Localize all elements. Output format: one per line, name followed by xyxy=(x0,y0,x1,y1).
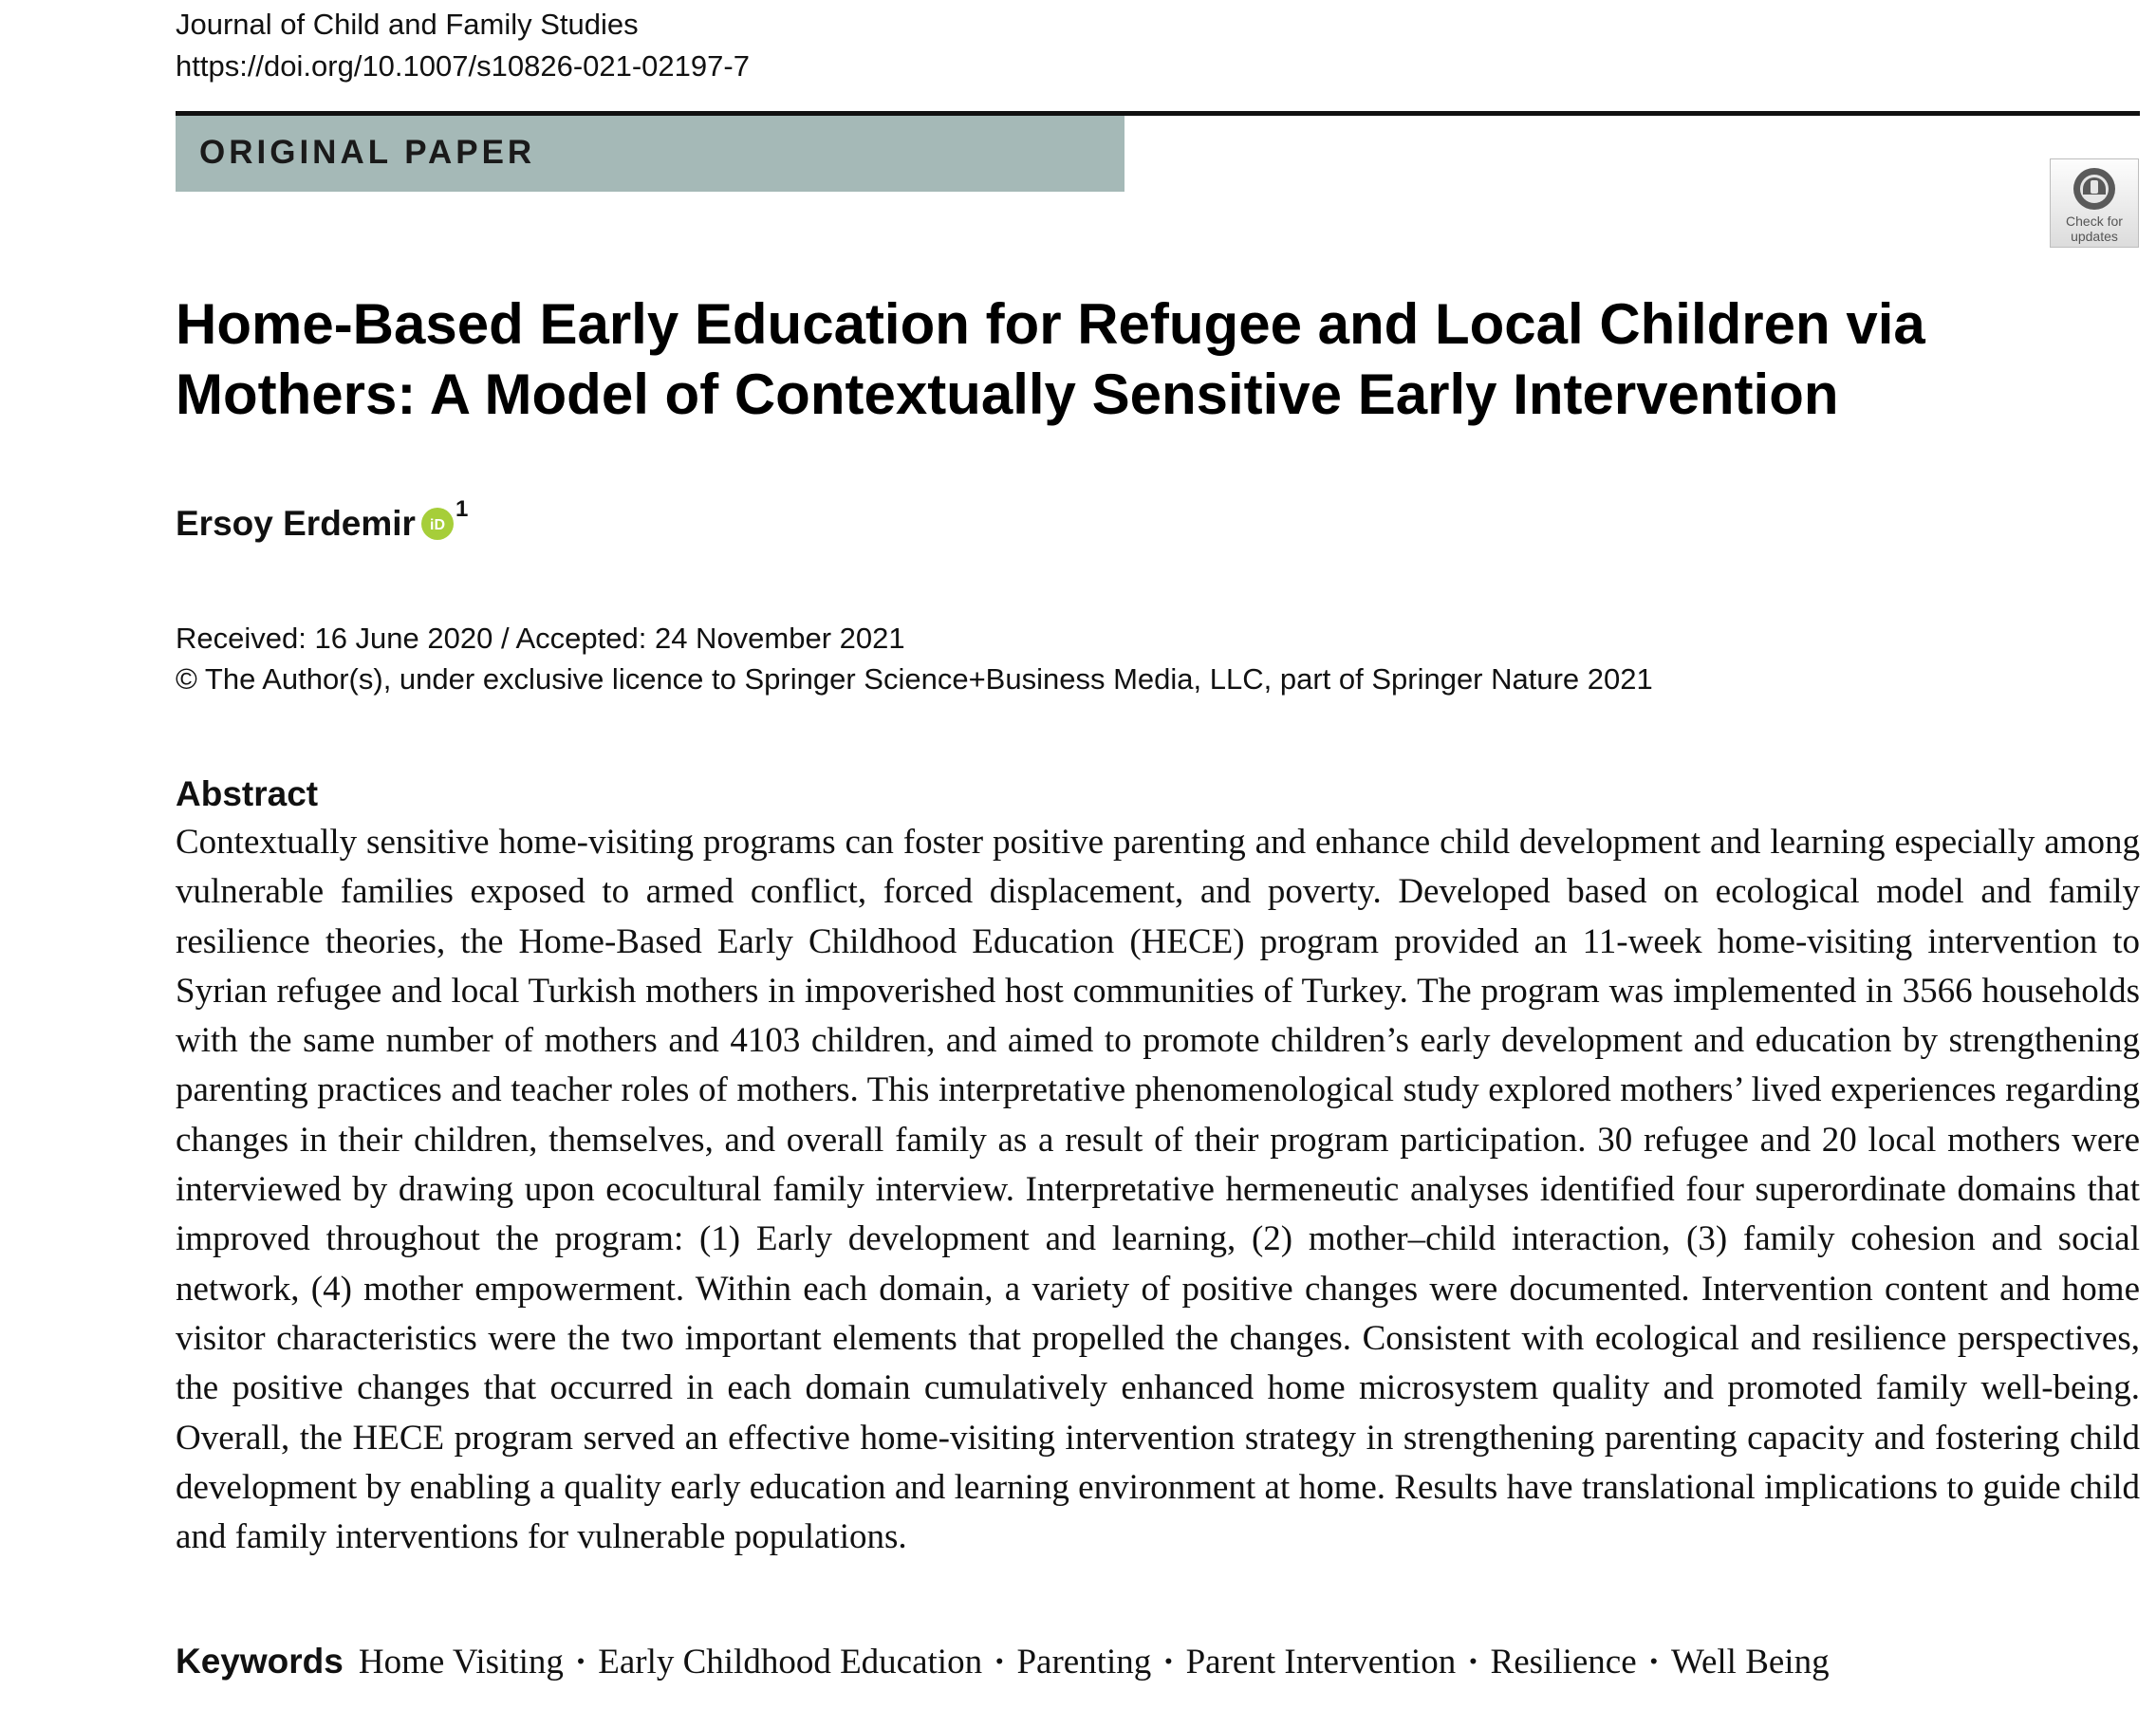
keyword-separator: · xyxy=(574,1643,587,1682)
orcid-icon[interactable] xyxy=(421,508,454,540)
paper-title: Home-Based Early Education for Refugee and Local Children via Mothers: A Model of Contextually Sensitive Early Intervention xyxy=(176,292,1925,426)
check-for-updates-badge[interactable] xyxy=(2050,158,2139,248)
keyword-separator: · xyxy=(994,1643,1006,1682)
paper-type-banner xyxy=(176,116,1124,192)
paper-type-label: ORIGINAL PAPER xyxy=(199,134,536,171)
author-line xyxy=(176,496,469,548)
check-for-updates-line1: Check for xyxy=(2066,214,2123,229)
keywords-line xyxy=(176,1637,1830,1687)
affiliation-mark[interactable]: 1 xyxy=(455,496,469,522)
journal-name: Journal of Child and Family Studies xyxy=(176,8,639,41)
keyword: Early Childhood Education xyxy=(598,1643,983,1682)
keyword: Resilience xyxy=(1490,1643,1637,1682)
keyword: Parenting xyxy=(1016,1643,1152,1682)
keyword: Parent Intervention xyxy=(1185,1643,1457,1682)
check-for-updates-icon xyxy=(2071,165,2118,213)
keywords-label: Keywords xyxy=(176,1642,344,1681)
keyword-separator: · xyxy=(1647,1643,1660,1682)
abstract-text: Contextually sensitive home-visiting programs can foster positive parenting and enhance child development and learning especially among vulnerable families exposed to armed conflict, forced displacement, and poverty. Developed based on ecological model and family resilience theories, the Home-Based Early Childhood Education (HECE) program provided an 11-week home-visiting intervention to Syrian refugee and local Turkish mothers in impoverished host communities of Turkey. The program was implemented in 3566 households with the same number of mothers and 4103 children, and aimed to promote children’s early development and education by strengthening parenting practices and teacher roles of mothers. This interpretative phenomenological study explored mothers’ lived experiences regarding changes in their children, themselves, and overall family as a result of their program participation. 30 refugee and 20 local mothers were interviewed by drawing upon ecocultural family interview. Interpretative hermeneutic analyses identified four superordinate domains that improved throughout the program: (1) Early development and learning, (2) mother–child interaction, (3) family cohesion and social network, (4) mother empowerment. Within each domain, a variety of positive changes were documented. Intervention content and home visitor characteristics were the two important elements that propelled the changes. Consistent with ecological and resilience perspectives, the positive changes that occurred in each domain cumulatively enhanced home microsystem quality and promoted family well-being. Overall, the HECE program served an effective home-visiting intervention strategy in strengthening parenting capacity and fostering child development by enabling a quality early education and learning environment at home. Results have translational implications to guide child and family interventions for vulnerable populations. xyxy=(176,823,2140,1557)
keyword: Home Visiting xyxy=(358,1643,564,1682)
abstract-heading: Abstract xyxy=(176,774,319,813)
keyword-separator: · xyxy=(1162,1643,1175,1682)
author-name[interactable]: Ersoy Erdemir xyxy=(176,504,416,543)
keyword: Well Being xyxy=(1671,1643,1830,1682)
copyright-notice: © The Author(s), under exclusive licence to Springer Science+Business Media, LLC, part of Springer Nature 2021 xyxy=(176,662,1653,696)
svg-text:iD: iD xyxy=(429,517,445,533)
keyword-separator: · xyxy=(1467,1643,1479,1682)
doi-link[interactable]: https://doi.org/10.1007/s10826-021-02197-7 xyxy=(176,49,750,83)
check-for-updates-line2: updates xyxy=(2071,229,2118,244)
received-accepted-dates: Received: 16 June 2020 / Accepted: 24 November 2021 xyxy=(176,622,905,655)
